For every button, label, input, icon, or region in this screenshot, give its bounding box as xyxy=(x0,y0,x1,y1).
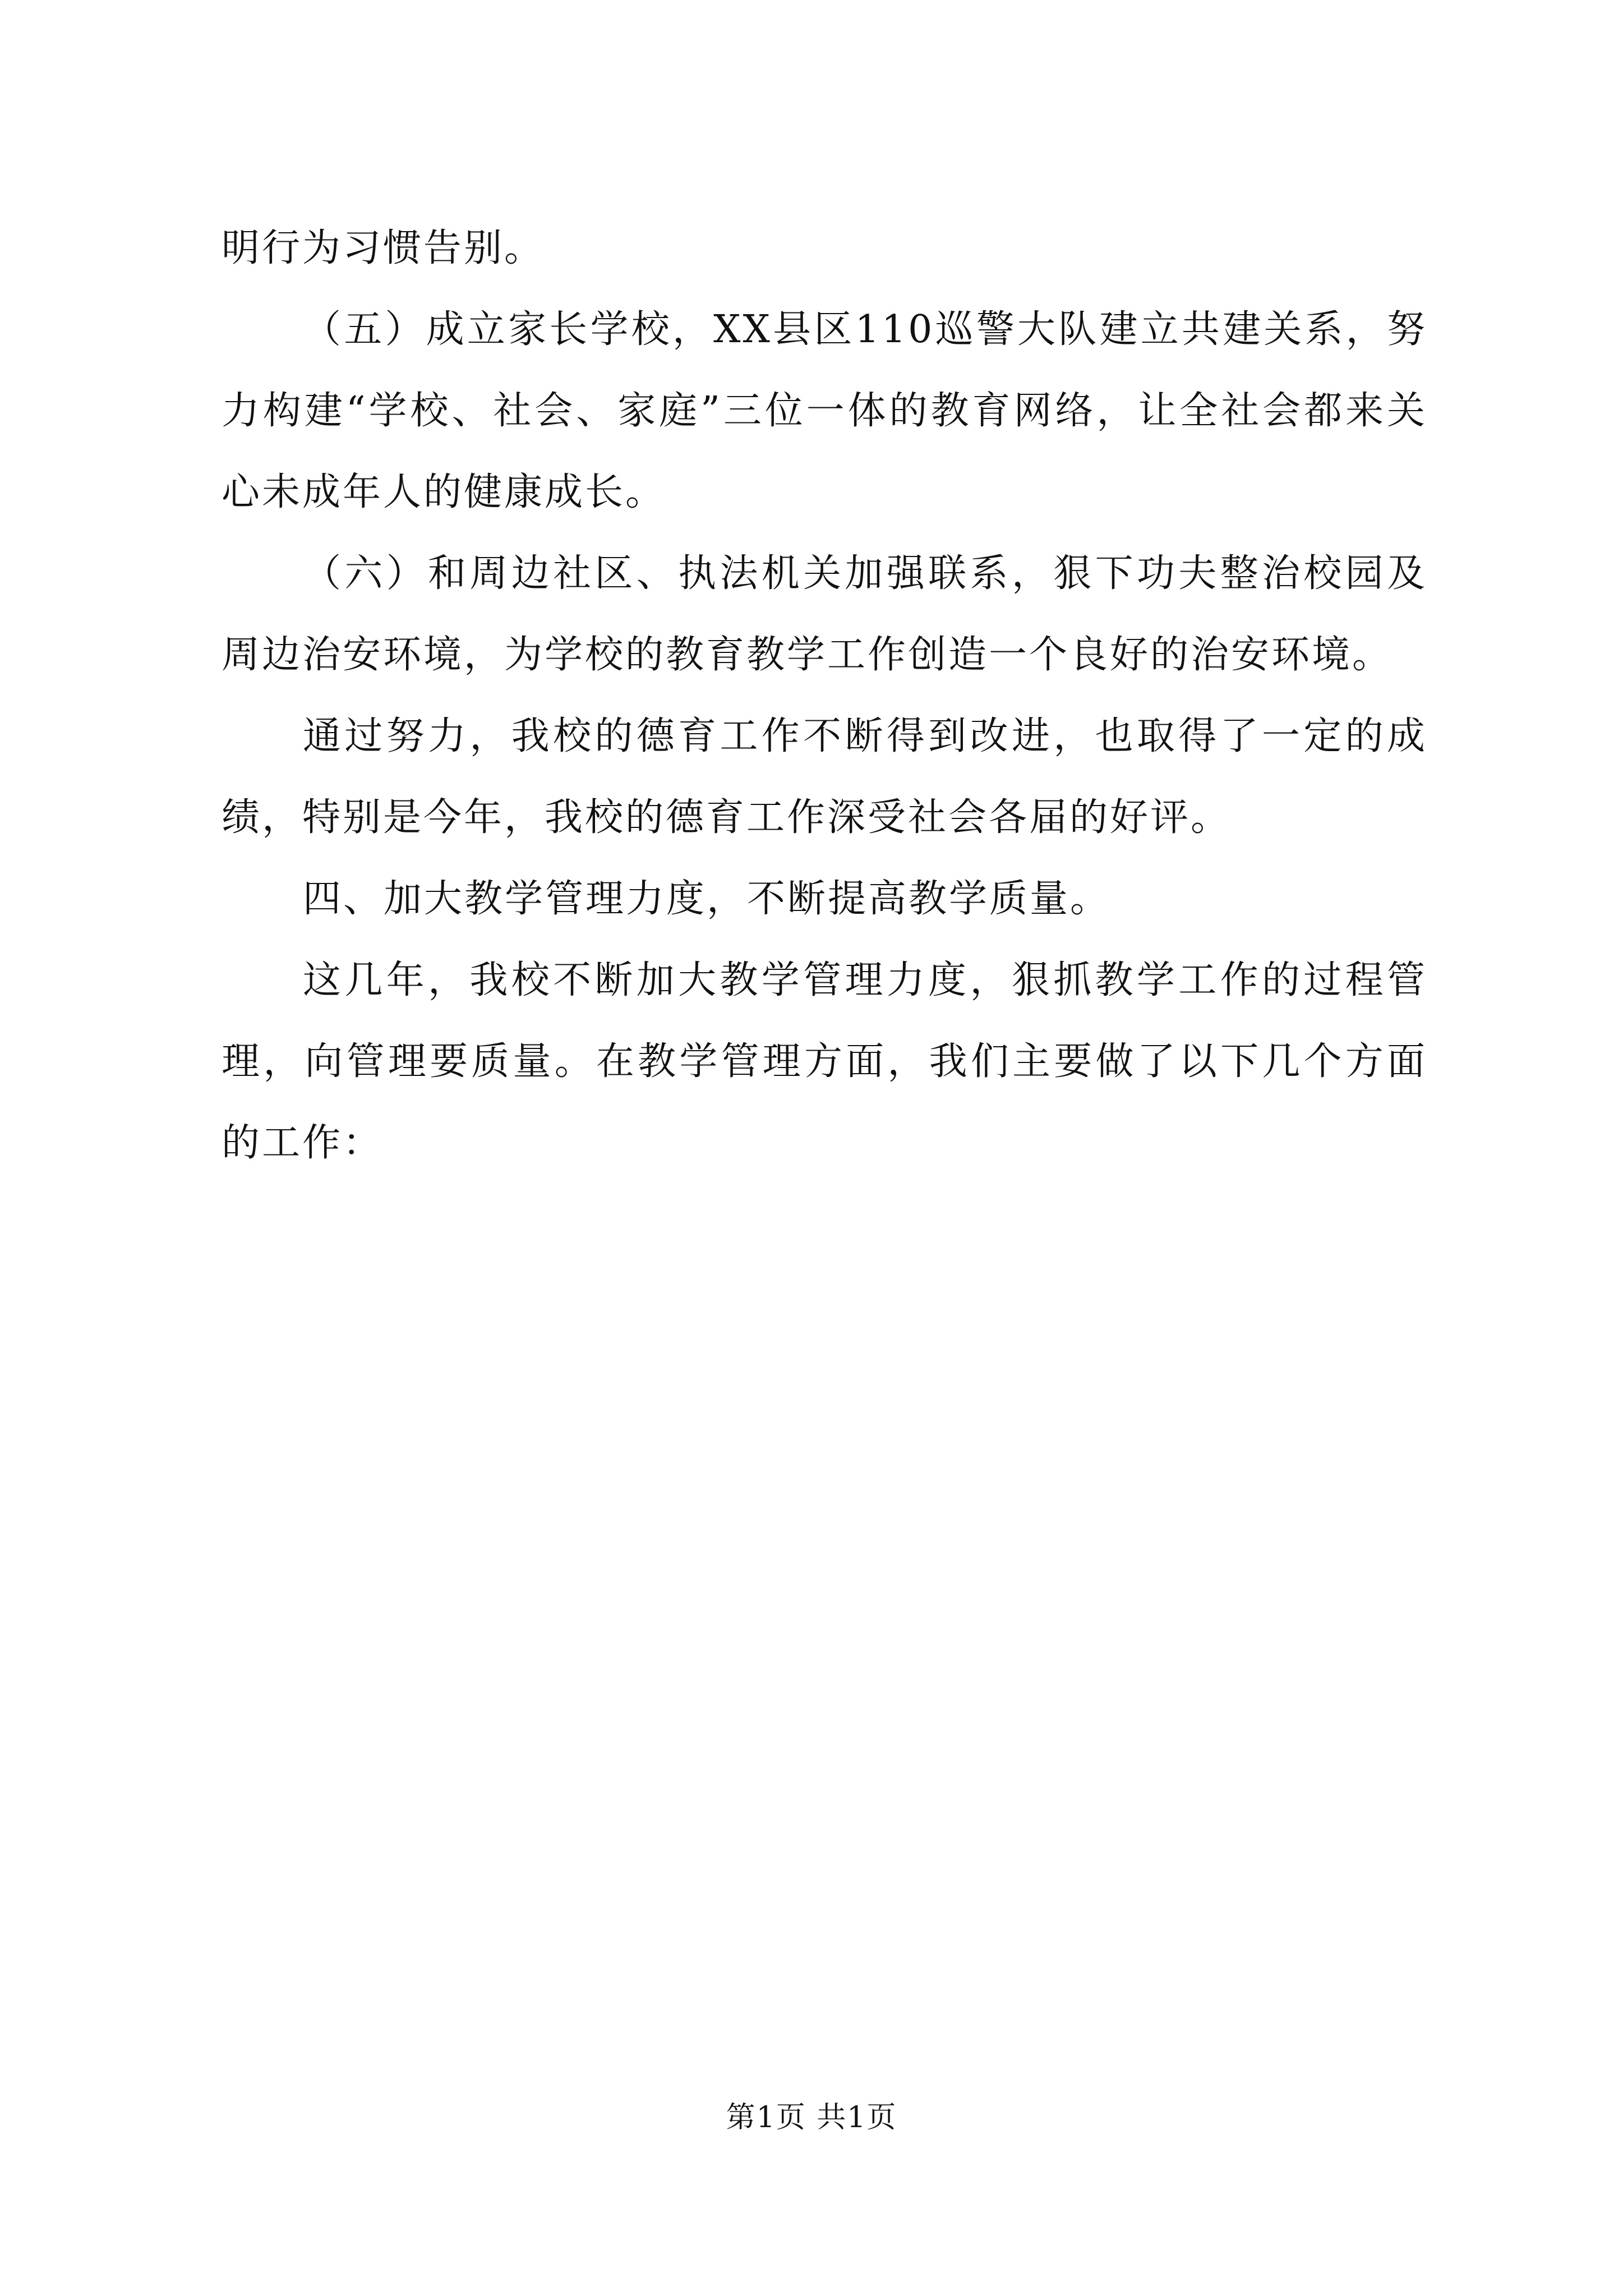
paragraph-item-six: （六）和周边社区、执法机关加强联系，狠下功夫整治校园及周边治安环境，为学校的教育教学工作创造一个良好的治安环境。 xyxy=(222,551,1427,677)
paragraph-moral-education-results: 通过努力，我校的德育工作不断得到改进，也取得了一定的成绩，特别是今年，我校的德育工作深受社会各届的好评。 xyxy=(222,714,1427,840)
document-body xyxy=(222,208,1427,1184)
page-footer: 第1页 共1页 xyxy=(726,2101,897,2134)
paragraph-continuation: 明行为习惯告别。 xyxy=(222,226,545,270)
section-heading-teaching-management: 四、加大教学管理力度，不断提高教学质量。 xyxy=(303,877,1111,921)
paragraph-teaching-management: 这几年，我校不断加大教学管理力度，狠抓教学工作的过程管理，向管理要质量。在教学管理方面，我们主要做了以下几个方面的工作： xyxy=(222,958,1427,1165)
paragraph-item-five: （五）成立家长学校，XX县区110巡警大队建立共建关系，努力构建“学校、社会、家庭”三位一体的教育网络，让全社会都来关心未成年人的健康成长。 xyxy=(222,307,1427,514)
